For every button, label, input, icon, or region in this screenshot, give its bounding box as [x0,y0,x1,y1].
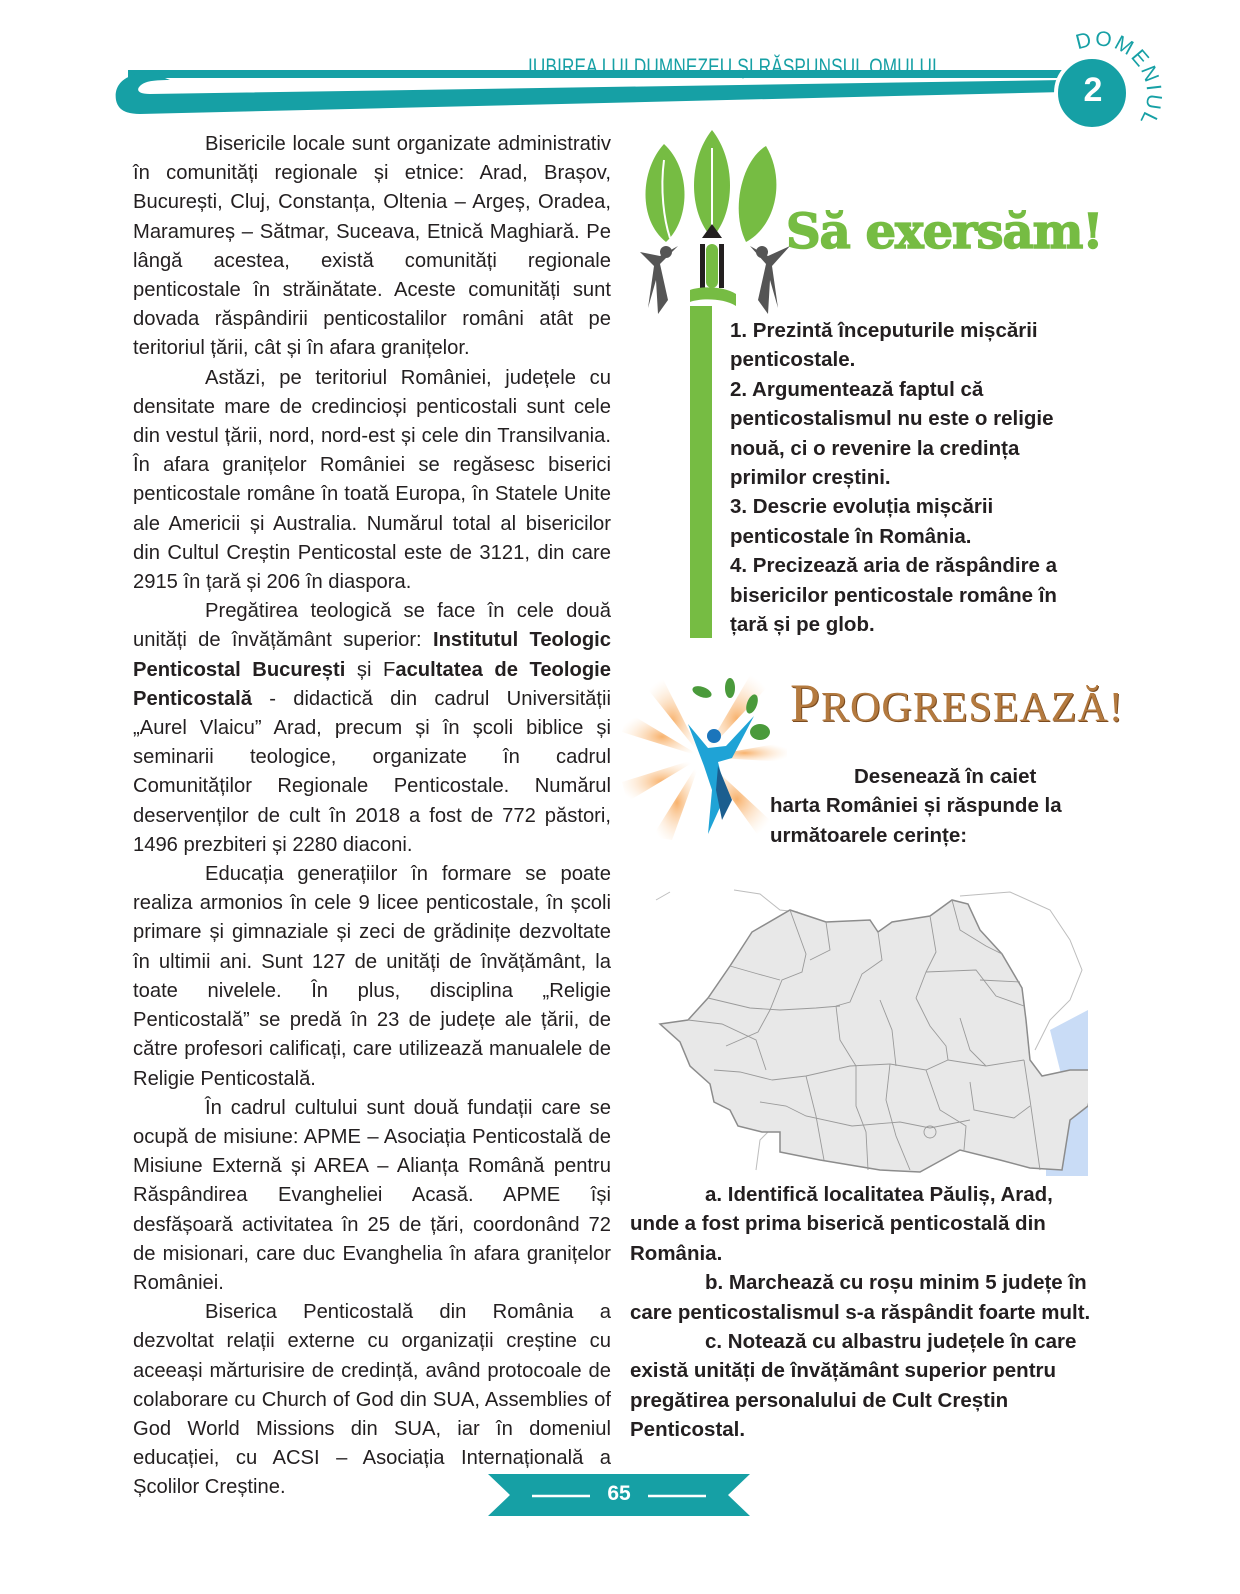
exercise-item: 2. Argumentează faptul că penticostalismul nu este o religie nouă, ci o revenire la credința primilor creștini. [730,377,1054,490]
romania-outline [660,900,1088,1172]
task-b: b. Marchează cu roșu minim 5 județe în care penticostalismul s-a răspândit foarte mult. [630,1271,1091,1324]
exercise-list [730,316,1100,639]
paragraph-external-relations: Biserica Penticostală din România a dezvoltat relații externe cu organizații creștine cu aceeași mărturisire de credință, având protocoale de colaborare cu Church of God din SUA, Assemblies of God World Missions din SUA, iar în domeniul educației, cu ACSI – Asociația Internațională a Școlilor Creștine. [133,1301,611,1499]
page-number: 65 [607,1482,631,1505]
main-text-column [133,130,611,1503]
chapter-title: IUBIREA LUI DUMNEZEU ȘI RĂSPUNSUL OMULUI [528,54,937,79]
progress-heading [790,672,1124,734]
exercise-item: 3. Descrie evoluția mișcării penticostale în România. [730,495,994,548]
institution-name: Institutul Teologic Penticostal București [133,629,611,681]
domain-label: DOMENIUL [1073,27,1166,131]
text-span: Pregătirea teologică se face în cele două unități de învățământ superior: [133,600,611,652]
title-initial: P [790,673,822,733]
domain-number: 2 [1083,71,1103,109]
progress-figure-icon [622,662,792,842]
text-span: și F [345,658,396,681]
paragraph-theological-education [133,597,611,860]
paragraph-foundations: În cadrul cultului sunt două fundații care se ocupă de misiune: APME – Asociația Penticostală de Misiune Externă și AREA – Alianța Română pentru Răspândirea Evangheliei Acasă. APME își desfășoară activitatea în 25 de țări, coordonând 72 de misionari, care duc Evanghelia în afara granițelor României. [133,1096,611,1294]
faculty-name: acultatea de Teologie Penticostală [133,658,611,710]
leaf-icon [646,144,685,242]
page-header [0,0,1240,140]
task-a: a. Identifică localitatea Păuliș, Arad, unde a fost prima biserică penticostală din România. [630,1183,1053,1265]
leaf-icon [739,146,777,242]
paragraph-distribution: Astăzi, pe teritoriul României, județele cu densitate mare de credincioși penticostali sunt cele din vestul țării, nord, nord-est și cele din Transilvania. În afara granițelor României se regăsesc biserici penticostale române în toată Europa, în Statele Unite ale Americii și Australia. Numărul total al bisericilor din Cultul Creștin Penticostal este de 3121, din care 2915 în țară și 206 în diaspora. [133,366,611,594]
exercise-item: 1. Prezintă începuturile mișcării penticostale. [730,319,1038,372]
intro-line: Desenează în caiet [854,765,1037,788]
paragraph-education: Educația generațiilor în formare se poate realiza armonios în cele 9 licee penticostale, în școli primare și gimnaziale și zeci de grădinițe dezvoltate în ultimii ani. Sunt 127 de unități de învățământ, la toate nivelele. În plus, disciplina „Religie Penticostală” se predă în 23 de județe ale țării, de către profesori calificați, care utilizează manualele de Religie Penticostală. [133,863,611,1090]
exercise-heading: Să exersăm! [786,204,1103,260]
task-c: c. Notează cu albastru județele în care există unități de învățământ superior pentru pregătirea personalului de Cult Creștin Penticostal. [630,1330,1077,1442]
exercise-item: 4. Precizează aria de răspândire a bisericilor penticostale române în țară și pe glob. [730,554,1058,637]
progress-intro [770,762,1090,850]
paragraph-communities: Bisericile locale sunt organizate administrativ în comunități regionale și etnice: Arad, Brașov, București, Cluj, Constanța, Oltenia – Argeș, Oradea, Maramureș – Sătmar, Suceava, Etnică Maghiară. Pe lângă acestea, există comunități regionale penticostale în străinătate. Aceste comunități sunt dovada răspândirii penticostalilor români atât pe teritoriul țării, cât și în afara granițelor. [133,133,611,360]
romania-map [630,870,1088,1176]
map-tasks [630,1180,1092,1445]
intro-line: harta României și răspunde la următoarele cerințe: [770,794,1062,847]
title-rest: ROGRESEAZĂ! [821,685,1124,731]
text-span: - didactică din cadrul Universității „Aurel Vlaicu” Arad, precum și în școli biblice și seminarii teologice, organizate în cadrul Comunităților Regionale Penticostale. Numărul deservenților de cult în 2018 a fost de 772 păstori, 1496 prezbiteri și 2280 diaconi. [133,687,611,856]
